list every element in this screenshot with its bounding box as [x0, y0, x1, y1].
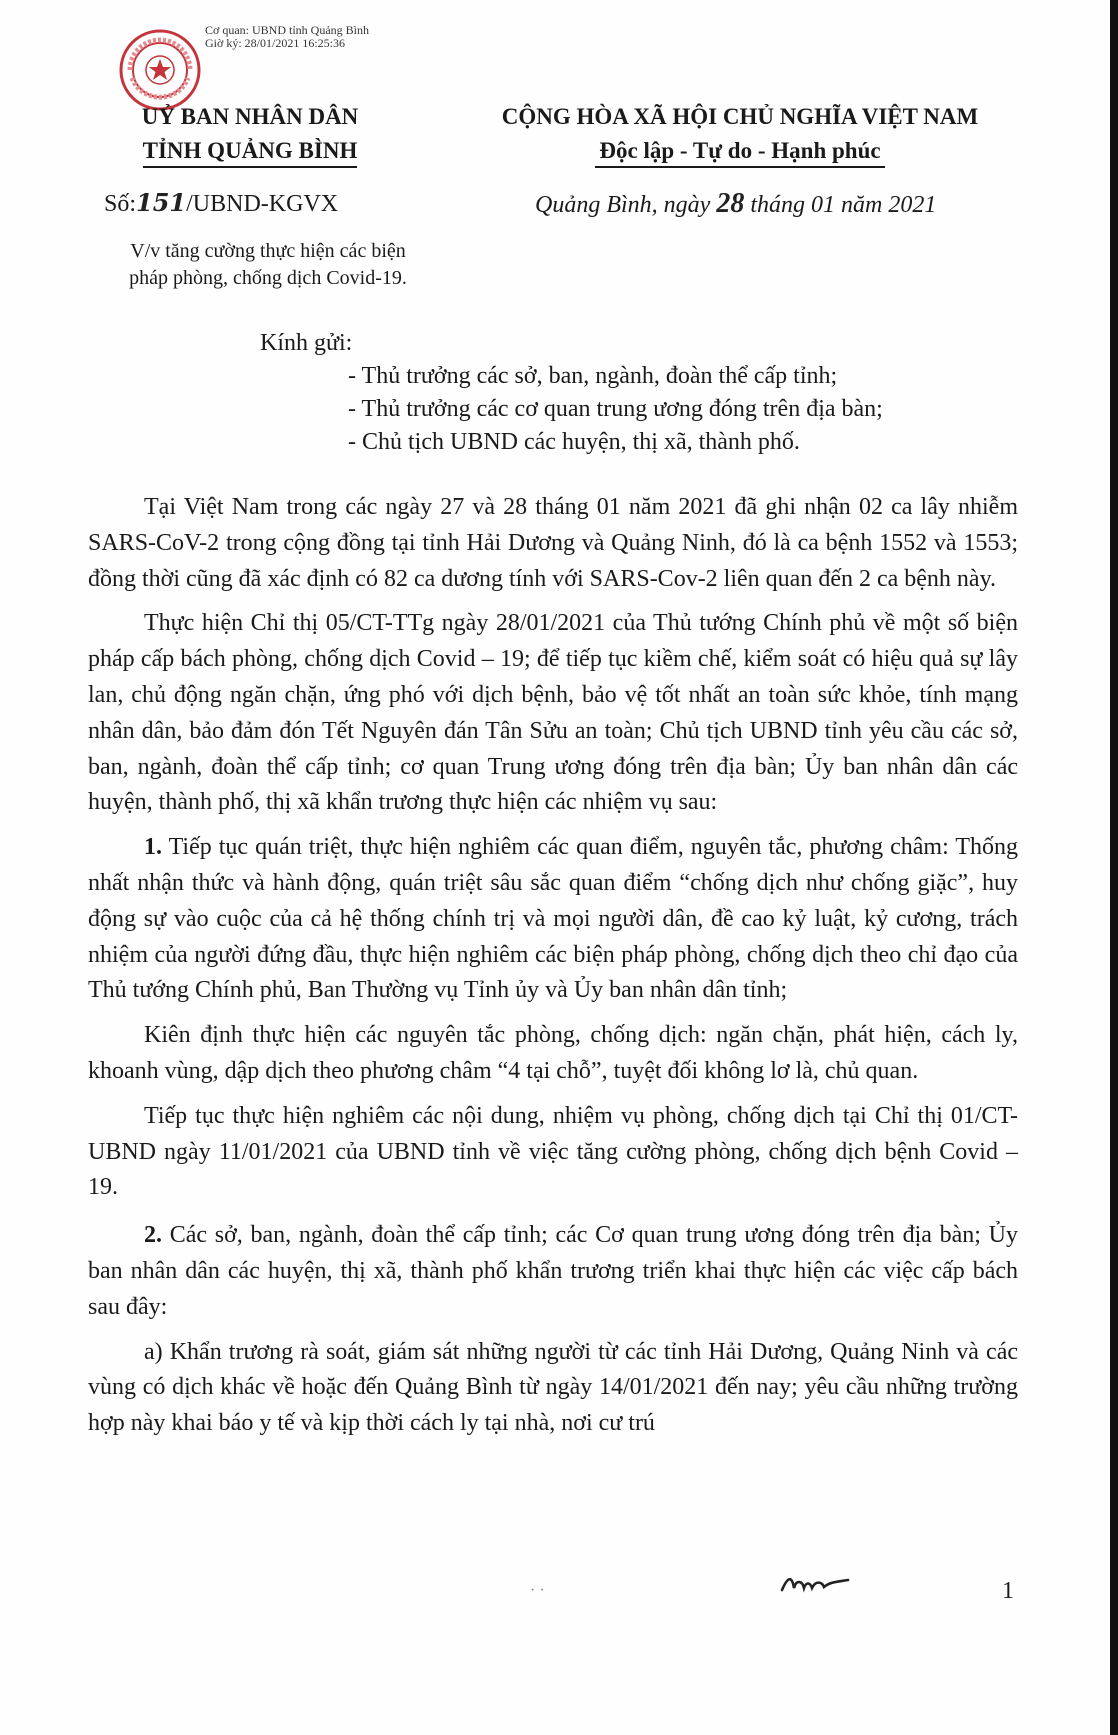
paragraph-continue: Tiếp tục thực hiện nghiêm các nội dung, nhiệm vụ phòng, chống dịch tại Chỉ thị 01/CT-UBND ngày 11/01/2021 của UBND tỉnh về việc tăng cường phòng, chống dịch bệnh Covid – 19.	[88, 1102, 1018, 1201]
document-body	[88, 490, 1018, 1442]
number-suffix: /UBND-KGVX	[186, 191, 339, 217]
paragraph-item-1	[88, 830, 1018, 1009]
document-number	[104, 188, 338, 218]
recipients-list	[348, 360, 883, 459]
scan-edge	[1110, 0, 1118, 1735]
paragraph-context: Tại Việt Nam trong các ngày 27 và 28 tháng 01 năm 2021 đã ghi nhận 02 ca lây nhiễm SARS-CoV-2 trong cộng đồng tại tỉnh Hải Dương và Quảng Ninh, đó là ca bệnh 1552 và 1553; đồng thời cũng đã xác định có 82 ca dương tính với SARS-Cov-2 liên quan đến 2 ca bệnh này.	[88, 494, 1018, 592]
org-line1: UỶ BAN NHÂN DÂN	[141, 104, 359, 129]
initials-signature	[778, 1568, 858, 1598]
paragraph-item-2a: a) Khẩn trương rà soát, giám sát những người từ các tỉnh Hải Dương, Quảng Ninh và các vùng có dịch khác về hoặc đến Quảng Bình từ ngày 14/01/2021 đến nay; yêu cầu những trường hợp này khai báo y tế và kịp thời cách ly tại nhà, nơi cư trú	[88, 1338, 1018, 1437]
date-suffix: tháng 01 năm 2021	[750, 192, 937, 218]
paragraph-principles: Kiên định thực hiện các nguyên tắc phòng, chống dịch: ngăn chặn, phát hiện, cách ly, khoanh vùng, dập dịch theo phương châm “4 tại chỗ”, tuyệt đối không lơ là, chủ quan.	[88, 1022, 1018, 1084]
org-line2: TỈNH QUẢNG BÌNH	[143, 136, 358, 168]
subject-line2: pháp phòng, chống dịch Covid-19.	[129, 267, 407, 289]
nation-line2: Độc lập - Tự do - Hạnh phúc	[595, 136, 884, 168]
number-handwritten: 151	[136, 188, 187, 217]
subject-line1: V/v tăng cường thực hiện các biện	[130, 240, 406, 262]
issue-date	[535, 188, 936, 220]
item-2-text: Các sở, ban, ngành, đoàn thể cấp tỉnh; các Cơ quan trung ương đóng trên địa bàn; Ủy ban nhân dân các huyện, thị xã, thành phố khẩn trương triển khai thực hiện các việc cấp bách sau đây:	[88, 1222, 1018, 1320]
national-motto	[440, 100, 1040, 168]
paragraph-directive: Thực hiện Chỉ thị 05/CT-TTg ngày 28/01/2021 của Thủ tướng Chính phủ về một số biện pháp cấp bách phòng, chống dịch Covid – 19; để tiếp tục kiềm chế, kiểm soát có hiệu quả sự lây lan, chủ động ngăn chặn, ứng phó với dịch bệnh, bảo vệ tốt nhất an toàn sức khỏe, tính mạng nhân dân, bảo đảm đón Tết Nguyên đán Tân Sửu an toàn; Chủ tịch UBND tỉnh yêu cầu các sở, ban, ngành, đoàn thể cấp tỉnh; cơ quan Trung ương đóng trên địa bàn; Ủy ban nhân dân các huyện, thành phố, thị xã khẩn trương thực hiện các nhiệm vụ sau:	[88, 610, 1018, 816]
number-prefix: Số:	[104, 191, 137, 217]
date-day: 28	[716, 188, 745, 219]
recipients-label: Kính gửi:	[260, 330, 353, 356]
issuing-authority	[85, 100, 415, 168]
item-2-number: 2.	[144, 1222, 162, 1249]
sign-time: Giờ ký: 28/01/2021 16:25:36	[205, 36, 346, 50]
sign-agency: Cơ quan: UBND tỉnh Quảng Bình	[205, 23, 370, 37]
scan-specks: · ·	[530, 1582, 545, 1599]
recipient-item: - Thủ trưởng các sở, ban, ngành, đoàn thể cấp tỉnh;	[348, 363, 838, 389]
page-number: 1	[1002, 1578, 1014, 1604]
nation-line1: CỘNG HÒA XÃ HỘI CHỦ NGHĨA VIỆT NAM	[501, 104, 979, 129]
subject-line	[88, 238, 448, 292]
digital-signature-info	[205, 24, 369, 50]
recipient-item: - Chủ tịch UBND các huyện, thị xã, thành phố.	[348, 429, 800, 455]
recipient-item: - Thủ trưởng các cơ quan trung ương đóng trên địa bàn;	[348, 396, 883, 422]
item-1-number: 1.	[144, 834, 162, 861]
item-1-text: Tiếp tục quán triệt, thực hiện nghiêm các quan điểm, nguyên tắc, phương châm: Thống nhất nhận thức và hành động, quán triệt sâu sắc quan điểm “chống dịch như chống giặc”, huy động sự vào cuộc của cả hệ thống chính trị và mọi người dân, đề cao kỷ luật, kỷ cương, trách nhiệm của người đứng đầu, thực hiện nghiêm các biện pháp phòng, chống dịch theo chỉ đạo của Thủ tướng Chính phủ, Ban Thường vụ Tỉnh ủy và Ủy ban nhân dân tỉnh;	[88, 834, 1018, 1004]
date-prefix: Quảng Bình, ngày	[535, 192, 711, 218]
paragraph-item-2	[88, 1218, 1018, 1325]
